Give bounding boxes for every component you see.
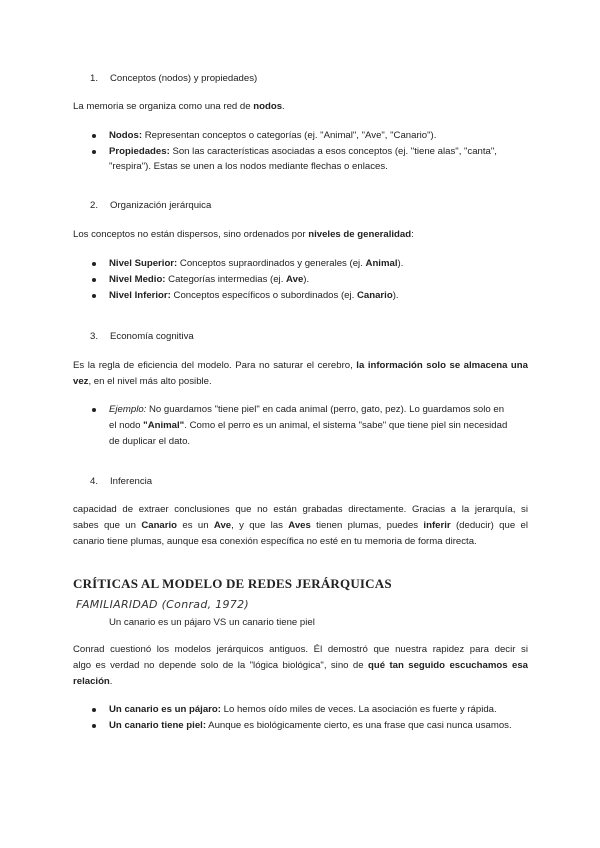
list-item: Un canario tiene piel: Aunque es biológicamente cierto, es una frase que casi nunca usamos. <box>109 720 512 731</box>
criticas-line-2: algo es verdad no depende solo de la "lógica biológica", sino de qué tan seguido escuchamos esa <box>73 660 528 671</box>
section-4-title: Inferencia <box>110 476 153 487</box>
section-1-title: Conceptos (nodos) y propiedades) <box>110 73 258 84</box>
section-2-title: Organización jerárquica <box>110 200 212 211</box>
list-item: Propiedades: Son las características asociadas a esos conceptos (ej. "tiene alas", "canta", <box>109 146 497 157</box>
section-3-line-2: vez, en el nivel más alto posible. <box>73 376 212 387</box>
section-1-number: 1. <box>90 73 99 84</box>
section-heading: CRÍTICAS AL MODELO DE REDES JERÁRQUICAS <box>73 576 392 591</box>
bullet-dot <box>92 708 96 712</box>
section-1-intro: La memoria se organiza como una red de nodos. <box>73 101 285 112</box>
section-2-number: 2. <box>90 200 99 211</box>
section-4-line-1: capacidad de extraer conclusiones que no están grabadas directamente. Gracias a la jerarquía, si <box>73 504 528 515</box>
bullet-dot <box>92 724 96 728</box>
section-3-number: 3. <box>90 331 99 342</box>
section-3-title: Economía cognitiva <box>110 331 194 342</box>
section-4-line-3: canario tiene plumas, aunque esa conexión específica no esté en tu memoria de forma directa. <box>73 536 477 547</box>
list-item: Nodos: Representan conceptos o categorías (ej. "Animal", "Ave", "Canario"). <box>109 130 437 141</box>
section-4-line-2: sabes que un Canario es un Ave, y que las Aves tienen plumas, puedes inferir (deducir) que el <box>73 520 528 531</box>
list-item: Nivel Inferior: Conceptos específicos o subordinados (ej. Canario). <box>109 290 399 301</box>
subtitle: Un canario es un pájaro VS un canario tiene piel <box>109 617 315 628</box>
list-item: Nivel Superior: Conceptos supraordinados y generales (ej. Animal). <box>109 258 404 269</box>
section-4-number: 4. <box>90 476 99 487</box>
example-line-2: el nodo "Animal". Como el perro es un animal, el sistema "sabe" que tiene piel sin necesidad <box>109 420 508 431</box>
subheading: FAMILIARIDAD (Conrad, 1972) <box>76 598 249 611</box>
list-item-continuation: "respira"). Estas se unen a los nodos mediante flechas o enlaces. <box>109 161 388 172</box>
section-2-intro: Los conceptos no están dispersos, sino ordenados por niveles de generalidad: <box>73 229 414 240</box>
list-item: Nivel Medio: Categorías intermedias (ej. Ave). <box>109 274 310 285</box>
list-item: Un canario es un pájaro: Lo hemos oído miles de veces. La asociación es fuerte y rápida. <box>109 704 497 715</box>
criticas-line-3: relación. <box>73 676 113 687</box>
bullet-dot <box>92 294 96 298</box>
bullet-dot <box>92 150 96 154</box>
section-3-line-1: Es la regla de eficiencia del modelo. Para no saturar el cerebro, la información solo se almacena una <box>73 360 528 371</box>
bullet-dot <box>92 278 96 282</box>
criticas-line-1: Conrad cuestionó los modelos jerárquicos antiguos. Él demostró que nuestra rapidez para decir si <box>73 644 528 655</box>
bullet-dot <box>92 134 96 138</box>
bullet-dot <box>92 262 96 266</box>
example-line-1: Ejemplo: No guardamos "tiene piel" en cada animal (perro, gato, pez). Lo guardamos solo en <box>109 404 505 415</box>
bullet-dot <box>92 408 96 412</box>
example-line-3: de duplicar el dato. <box>109 436 191 447</box>
